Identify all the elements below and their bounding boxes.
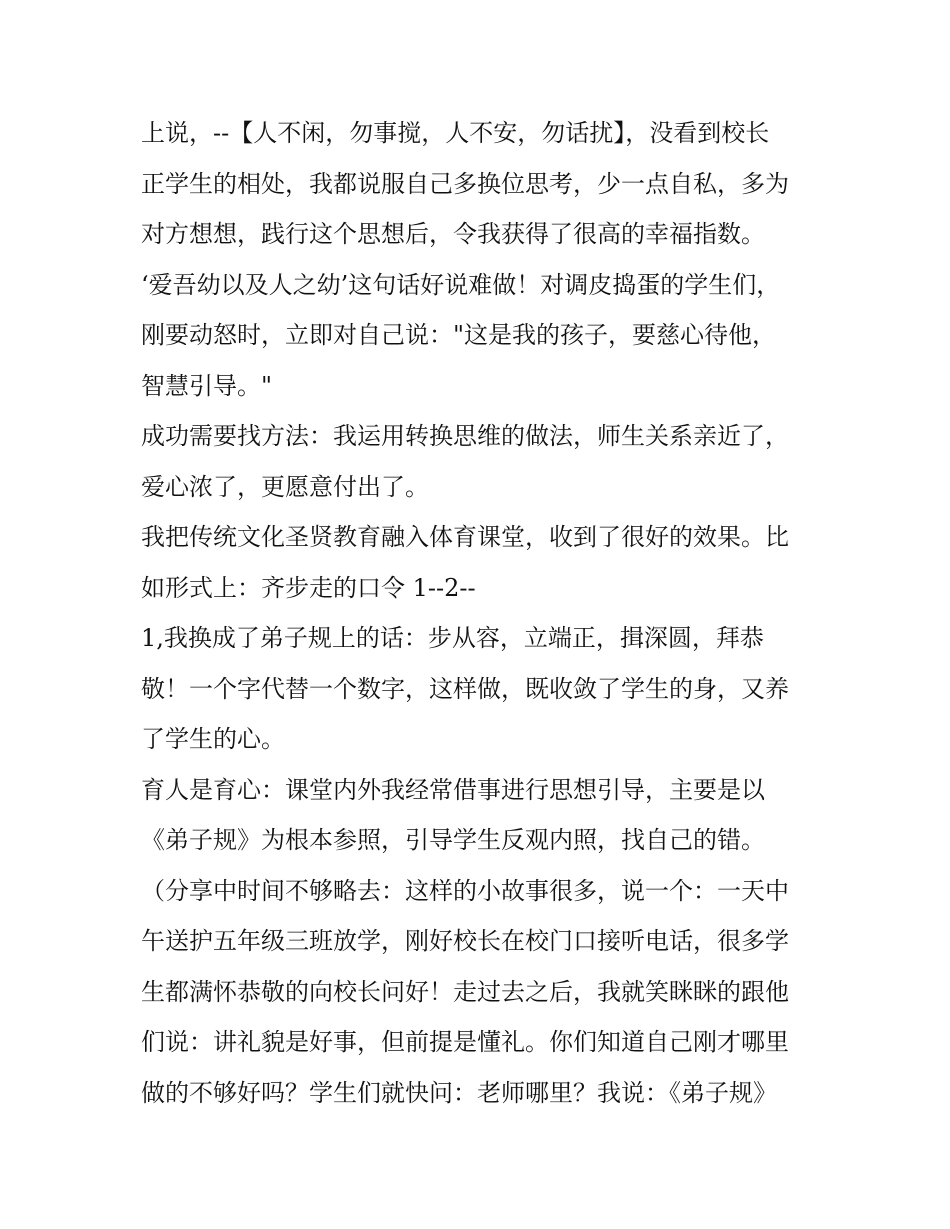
text-line: 做的不够好吗？学生们就快问：老师哪里？我说：《弟子规》 bbox=[141, 1078, 777, 1107]
text-line: 午送护五年级三班放学，刚好校长在校门口接听电话，很多学 bbox=[141, 927, 789, 955]
text-line: ‘爱吾幼以及人之幼’这句话好说难做！对调皮捣蛋的学生们， bbox=[141, 270, 781, 299]
text-line: 生都满怀恭敬的向校长问好！走过去之后，我就笑眯眯的跟他 bbox=[141, 977, 789, 1006]
text-line: 爱心浓了，更愿意付出了。 bbox=[141, 472, 429, 501]
text-line: （分享中时间不够略去：这样的小故事很多，说一个：一天中 bbox=[141, 876, 789, 905]
text-line: 们说：讲礼貌是好事，但前提是懂礼。你们知道自己刚才哪里 bbox=[141, 1028, 789, 1056]
text-line: 敬！一个字代替一个数字，这样做，既收敛了学生的身，又养 bbox=[141, 674, 789, 703]
text-line: 《弟子规》为根本参照，引导学生反观内照，找自己的错。 bbox=[141, 826, 765, 854]
text-line: 育人是育心：课堂内外我经常借事进行思想引导，主要是以 bbox=[141, 775, 765, 804]
text-line: 对方想想，践行这个思想后，令我获得了很高的幸福指数。 bbox=[141, 220, 765, 248]
body-text bbox=[141, 108, 831, 1118]
text-line: 如形式上：齐步走的口令 1--2-- bbox=[141, 573, 476, 602]
text-line: 刚要动怒时，立即对自己说："这是我的孩子，要慈心待他， bbox=[141, 321, 777, 349]
text-line: 上说，--【人不闲，勿事搅，人不安，勿话扰】，没看到校长 bbox=[141, 119, 770, 147]
text-line: 成功需要找方法：我运用转换思维的做法，师生关系亲近了， bbox=[141, 422, 789, 450]
text-line: 智慧引导。" bbox=[141, 371, 273, 400]
text-line: 我把传统文化圣贤教育融入体育课堂，收到了很好的效果。比 bbox=[141, 523, 789, 551]
text-line: 正学生的相处，我都说服自己多换位思考，少一点自私，多为 bbox=[141, 169, 789, 198]
text-line: 1,我换成了弟子规上的话：步从容，立端正，揖深圆，拜恭 bbox=[141, 624, 764, 652]
text-line: 了学生的心。 bbox=[141, 725, 285, 753]
